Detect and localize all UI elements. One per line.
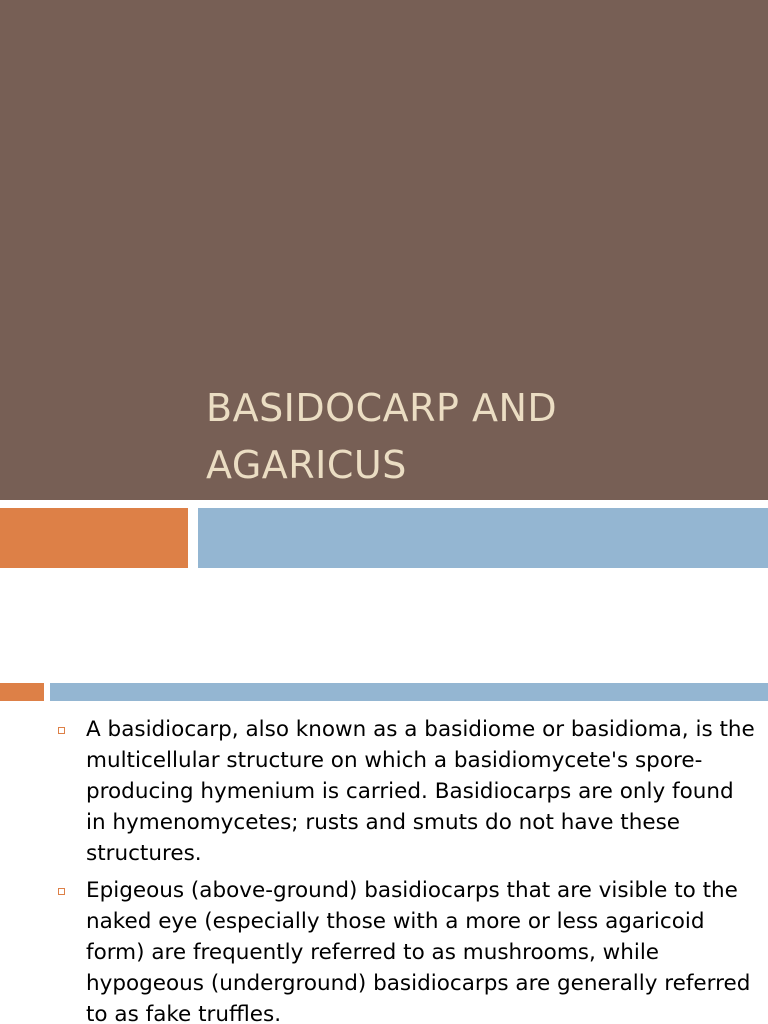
bullet-list bbox=[56, 714, 756, 1024]
slide-title-line-2: AGARICUS bbox=[206, 443, 407, 487]
slide-title-line-1: BASIDOCARP AND bbox=[206, 386, 558, 430]
content-slide bbox=[0, 568, 768, 1024]
slide-title bbox=[206, 380, 746, 494]
accent-bar-orange bbox=[0, 508, 188, 568]
bullet-text: Epigeous (above-ground) basidiocarps that are visible to the naked eye (especially those with a more or less agaricoid form) are frequently referred to as mushrooms, while hypogeous (underground) basidiocarps are generally referred to as fake truffles. bbox=[86, 878, 751, 1024]
bullet-text: A basidiocarp, also known as a basidiome or basidioma, is the multicellular structure on which a basidiomycete's spore-producing hymenium is carried. Basidiocarps are only found in hymenomycetes; rusts and smuts do not have these structures. bbox=[86, 717, 755, 866]
title-panel bbox=[0, 0, 768, 500]
hollow-square-bullet-icon bbox=[58, 888, 65, 895]
bullet-item bbox=[56, 875, 756, 1024]
hollow-square-bullet-icon bbox=[58, 727, 65, 734]
header-accent-bar-blue bbox=[50, 683, 768, 701]
header-accent-bar-orange bbox=[0, 683, 44, 701]
accent-bar-blue bbox=[198, 508, 768, 568]
bullet-item bbox=[56, 714, 756, 869]
